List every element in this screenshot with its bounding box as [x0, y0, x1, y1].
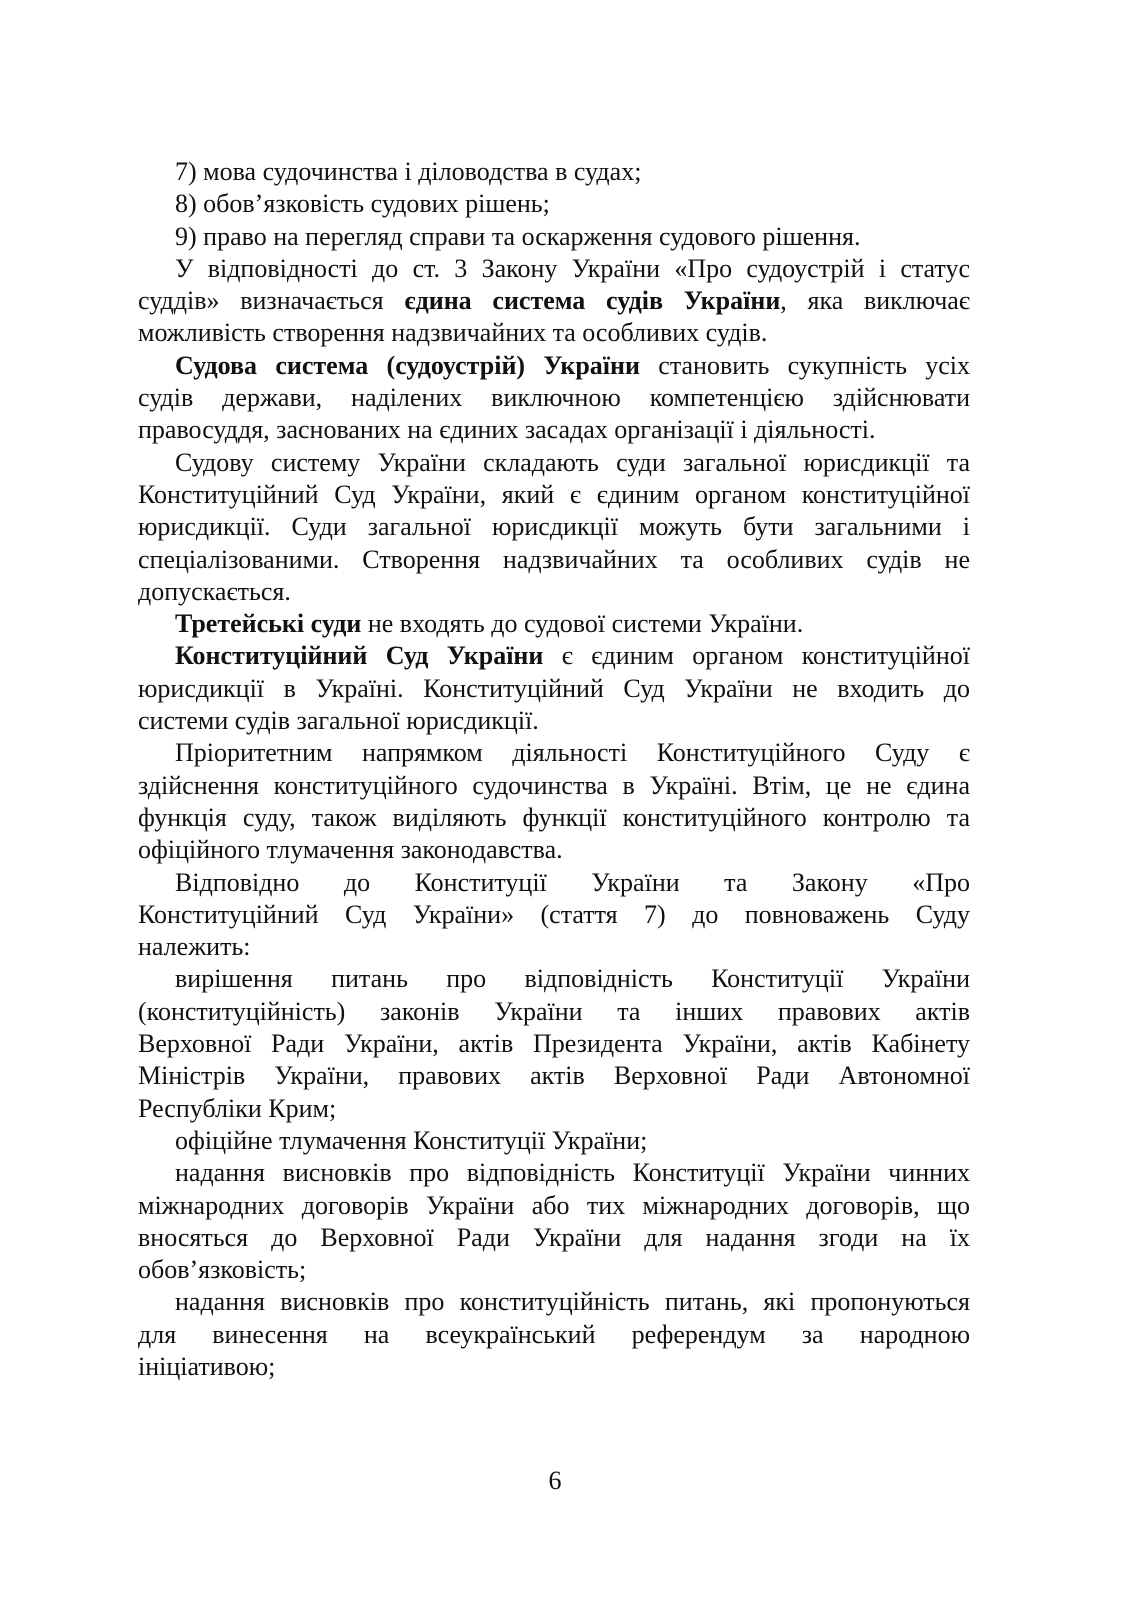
text-line — [138, 447, 970, 479]
text-line — [138, 640, 970, 672]
text-segment: є єдиним органом конституційної — [543, 641, 970, 671]
paragraph — [138, 963, 970, 1124]
paragraph — [138, 867, 970, 964]
paragraph — [138, 737, 970, 866]
text-line — [138, 867, 970, 899]
text-segment: не входять до судової системи України. — [361, 609, 804, 639]
text-segment: (конституційність) законів України та інших правових актів — [138, 996, 970, 1026]
text-line — [138, 931, 970, 963]
text-segment: надання висновків про конституційність питань, які пропонуються — [175, 1287, 970, 1317]
text-line — [138, 382, 970, 414]
text-line — [138, 1254, 970, 1286]
text-line — [138, 1286, 970, 1318]
text-segment: системи судів загальної юрисдикції. — [138, 706, 539, 736]
text-segment: юрисдикції в Україні. Конституційний Суд України не входить до — [138, 673, 970, 703]
paragraph — [138, 1125, 970, 1157]
text-segment: для винесення на всеукраїнський референдум за народною — [138, 1319, 970, 1349]
text-line — [138, 1093, 970, 1125]
document-body — [138, 156, 970, 1383]
text-segment: Конституційний Суд України, який є єдиним органом конституційної — [138, 479, 970, 509]
text-line — [138, 996, 970, 1028]
text-line — [138, 1190, 970, 1222]
text-segment: Верховної Ради України, актів Президента України, актів Кабінету — [138, 1029, 970, 1059]
paragraph — [138, 447, 970, 608]
text-line — [138, 1157, 970, 1189]
text-line — [138, 802, 970, 834]
text-segment: суддів» визначається — [138, 286, 405, 316]
text-line — [138, 188, 970, 220]
text-segment: офіційного тлумачення законодавства. — [138, 835, 563, 865]
text-line — [138, 1319, 970, 1351]
page-number: 6 — [548, 1466, 562, 1495]
text-segment: Республіки Крим; — [138, 1093, 337, 1123]
text-line — [138, 414, 970, 446]
text-segment: Міністрів України, правових актів Верховної Ради Автономної — [138, 1061, 970, 1091]
text-segment: міжнародних договорів України або тих міжнародних договорів, що — [138, 1190, 970, 1220]
text-segment: належить: — [138, 932, 251, 962]
text-segment: функція суду, також виділяють функції конституційного контролю та — [138, 802, 970, 832]
text-line — [138, 1060, 970, 1092]
text-line — [138, 899, 970, 931]
text-line — [138, 317, 970, 349]
paragraph — [138, 640, 970, 737]
text-segment: становить сукупність усіх — [639, 350, 971, 380]
paragraph — [138, 350, 970, 447]
text-segment: вносяться до Верховної Ради України для надання згоди на їх — [138, 1222, 970, 1252]
text-segment: надання висновків про відповідність Конституції України чинних — [175, 1158, 970, 1188]
text-segment: офіційне тлумачення Конституції України; — [175, 1125, 648, 1155]
bold-term: Третейські суди — [175, 609, 362, 639]
text-line — [138, 544, 970, 576]
text-line — [138, 963, 970, 995]
text-line — [138, 221, 970, 253]
text-line — [138, 253, 970, 285]
text-line — [138, 1125, 970, 1157]
text-line — [138, 576, 970, 608]
paragraph — [138, 221, 970, 253]
text-line — [138, 479, 970, 511]
text-line — [138, 705, 970, 737]
text-segment: правосуддя, заснованих на єдиних засадах організації і діяльності. — [138, 415, 876, 445]
text-segment: вирішення питань про відповідність Конституції України — [175, 964, 970, 994]
text-line — [138, 737, 970, 769]
text-line — [138, 350, 970, 382]
text-segment: допускається. — [138, 576, 291, 606]
text-segment: 7) мова судочинства і діловодства в судах; — [175, 157, 642, 186]
text-segment: 8) обов’язковість судових рішень; — [175, 189, 550, 219]
text-line — [138, 511, 970, 543]
text-segment: обов’язковість; — [138, 1255, 307, 1285]
text-segment: юрисдикції. Суди загальної юрисдикції можуть бути загальними і — [138, 512, 970, 542]
text-line — [138, 770, 970, 802]
text-segment: спеціалізованими. Створення надзвичайних та особливих судів не — [138, 544, 970, 574]
text-segment: можливість створення надзвичайних та особливих судів. — [138, 318, 768, 348]
text-segment: 9) право на перегляд справи та оскарження судового рішення. — [175, 221, 861, 251]
paragraph — [138, 1286, 970, 1383]
bold-term: єдина система судів України — [404, 286, 781, 316]
text-segment: Конституційний Суд України» (стаття 7) до повноважень Суду — [138, 899, 970, 929]
text-segment: судів держави, наділених виключною компетенцією здійснювати — [138, 383, 970, 413]
text-line — [138, 673, 970, 705]
text-line — [138, 1351, 970, 1383]
text-segment: здійснення конституційного судочинства в Україні. Втім, це не єдина — [138, 770, 970, 800]
text-line — [138, 608, 970, 640]
bold-term: Судова система (судоустрій) України — [175, 350, 640, 380]
text-line — [138, 834, 970, 866]
paragraph — [138, 1157, 970, 1286]
text-segment: Відповідно до Конституції України та Закону «Про — [175, 867, 970, 897]
paragraph — [138, 608, 970, 640]
text-line — [138, 156, 970, 188]
paragraph — [138, 156, 970, 188]
text-line — [138, 1028, 970, 1060]
text-segment: Судову систему України складають суди загальної юрисдикції та — [175, 447, 970, 477]
text-segment: У відповідності до ст. 3 Закону України «Про судоустрій і статус — [175, 253, 970, 283]
paragraph — [138, 188, 970, 220]
text-segment: ініціативою; — [138, 1351, 276, 1381]
text-line — [138, 285, 970, 317]
paragraph — [138, 253, 970, 350]
text-line — [138, 1222, 970, 1254]
text-segment: , яка виключає — [780, 286, 970, 316]
bold-term: Конституційний Суд України — [175, 641, 544, 671]
text-segment: Пріоритетним напрямком діяльності Конституційного Суду є — [175, 738, 970, 768]
